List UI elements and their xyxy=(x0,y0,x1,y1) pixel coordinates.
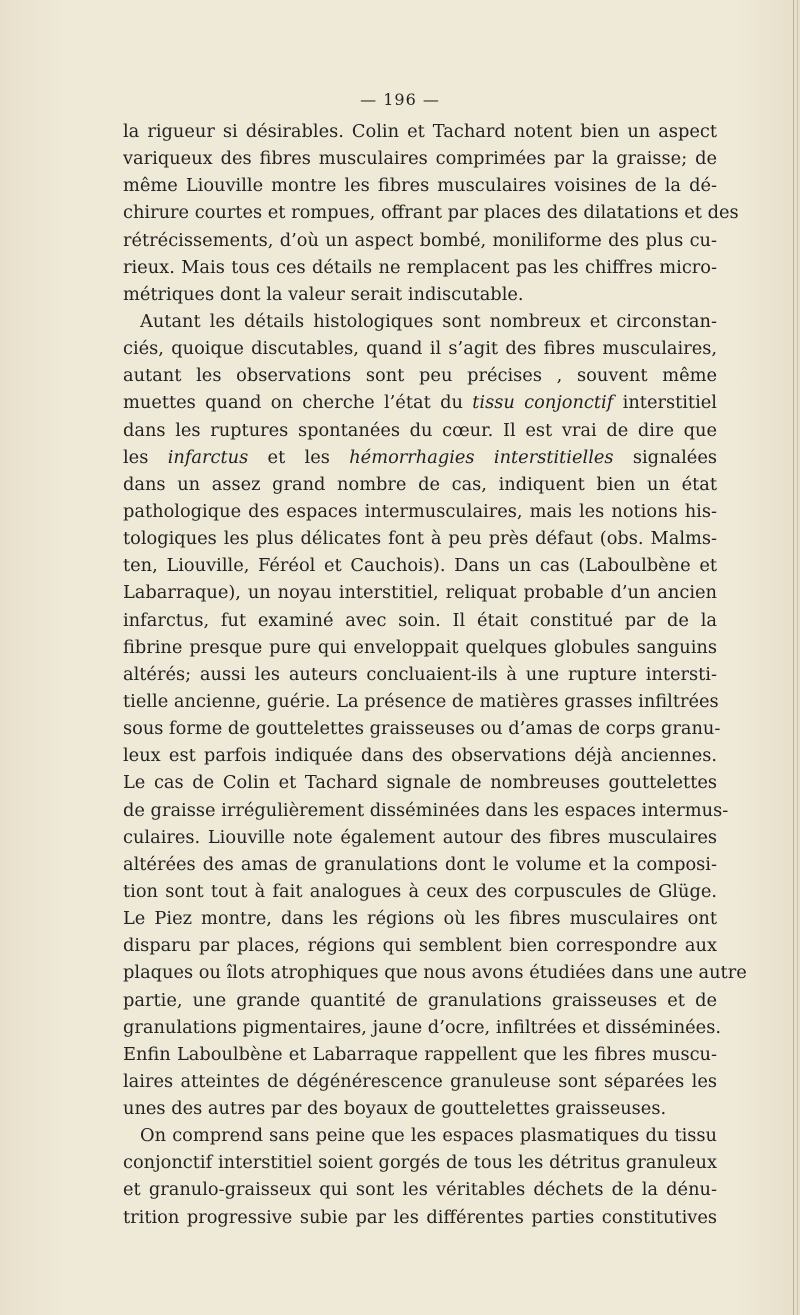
text-line: granulations pigmentaires, jaune d’ocre, infiltrées et disséminées. xyxy=(123,1016,721,1038)
text-line: partie, une grande quantité de granulations graisseuses et de xyxy=(123,989,717,1011)
text-line: fibrine presque pure qui enveloppait quelques globules sanguins xyxy=(123,636,717,658)
text-line: laires atteintes de dégénérescence granuleuse sont séparées les xyxy=(123,1070,717,1092)
text-line: Labarraque), un noyau interstitiel, reliquat probable d’un ancien xyxy=(123,582,717,604)
text-line: ciés, quoique discutables, quand il s’agit des fibres musculaires, xyxy=(123,338,717,360)
text-segment: interstitiel xyxy=(613,392,717,414)
text-line: culaires. Liouville note également autour des fibres musculaires xyxy=(123,826,717,848)
text-line: disparu par places, régions qui semblent bien correspondre aux xyxy=(123,935,717,957)
text-line: rieux. Mais tous ces détails ne remplacent pas les chiffres micro- xyxy=(123,256,717,278)
text-line: altérés; aussi les auteurs concluaient-ils à une rupture intersti- xyxy=(123,663,717,685)
text-line: métriques dont la valeur serait indiscutable. xyxy=(123,283,524,305)
page-number: — 196 — xyxy=(360,90,440,109)
text-line: unes des autres par des boyaux de gouttelettes graisseuses. xyxy=(123,1098,667,1120)
text-line: tologiques les plus délicates font à peu près défaut (obs. Malms- xyxy=(123,528,717,550)
text-line: rétrécissements, d’où un aspect bombé, moniliforme des plus cu- xyxy=(123,229,717,251)
body-text xyxy=(123,118,747,1231)
page-edge xyxy=(793,0,794,1315)
text-line: Le cas de Colin et Tachard signale de nombreuses gouttelettes xyxy=(123,772,717,794)
italic-term: infarctus xyxy=(167,446,249,468)
text-line: tion sont tout à fait analogues à ceux des corpuscules de Glüge. xyxy=(123,880,717,902)
text-line xyxy=(123,444,717,471)
text-line: tielle ancienne, guérie. La présence de matières grasses infiltrées xyxy=(123,690,719,712)
text-line: conjonctif interstitiel soient gorgés de tous les détritus granuleux xyxy=(123,1152,717,1174)
paragraph-start-line: Autant les détails histologiques sont nombreux et circonstan- xyxy=(140,310,717,332)
text-line: chirure courtes et rompues, offrant par places des dilatations et des xyxy=(123,202,739,224)
italic-term: hémorrhagies interstitielles xyxy=(349,446,614,468)
text-line: leux est parfois indiquée dans des observations déjà anciennes. xyxy=(123,745,717,767)
text-line: altérées des amas de granulations dont le volume et la composi- xyxy=(123,853,717,875)
text-line xyxy=(123,389,717,416)
text-line: même Liouville montre les fibres musculaires voisines de la dé- xyxy=(123,175,717,197)
text-segment: et les xyxy=(248,446,350,468)
text-line: autant les observations sont peu précises , souvent même xyxy=(123,365,717,387)
text-line: ten, Liouville, Féréol et Cauchois). Dans un cas (Laboulbène et xyxy=(123,555,717,577)
text-line: dans un assez grand nombre de cas, indiquent bien un état xyxy=(123,473,717,495)
text-segment: les xyxy=(123,446,168,468)
text-line: trition progressive subie par les différentes parties constitutives xyxy=(123,1206,717,1228)
text-line: de graisse irrégulièrement disséminées dans les espaces intermus- xyxy=(123,799,729,821)
text-line: la rigueur si désirables. Colin et Tachard notent bien un aspect xyxy=(123,121,717,142)
text-line: Le Piez montre, dans les régions où les fibres musculaires ont xyxy=(123,908,717,930)
text-line: sous forme de gouttelettes graisseuses ou d’amas de corps granu- xyxy=(123,718,721,740)
paragraph-start-line: On comprend sans peine que les espaces plasmatiques du tissu xyxy=(140,1125,717,1147)
text-segment: signalées xyxy=(613,446,717,468)
text-line: et granulo-graisseux qui sont les véritables déchets de la dénu- xyxy=(123,1179,717,1201)
text-line: infarctus, fut examiné avec soin. Il était constitué par de la xyxy=(123,609,717,631)
italic-term: tissu conjonctif xyxy=(472,392,614,414)
text-line: Enfin Laboulbène et Labarraque rappellent que les fibres muscu- xyxy=(123,1043,717,1065)
text-line: pathologique des espaces intermusculaires, mais les notions his- xyxy=(123,500,717,522)
page-edge-outer xyxy=(797,0,798,1315)
text-line: variqueux des fibres musculaires comprimées par la graisse; de xyxy=(123,148,717,170)
text-line: dans les ruptures spontanées du cœur. Il est vrai de dire que xyxy=(123,419,717,441)
text-line: plaques ou îlots atrophiques que nous avons étudiées dans une autre xyxy=(123,962,747,984)
text-segment: muettes quand on cherche l’état du xyxy=(123,392,473,414)
